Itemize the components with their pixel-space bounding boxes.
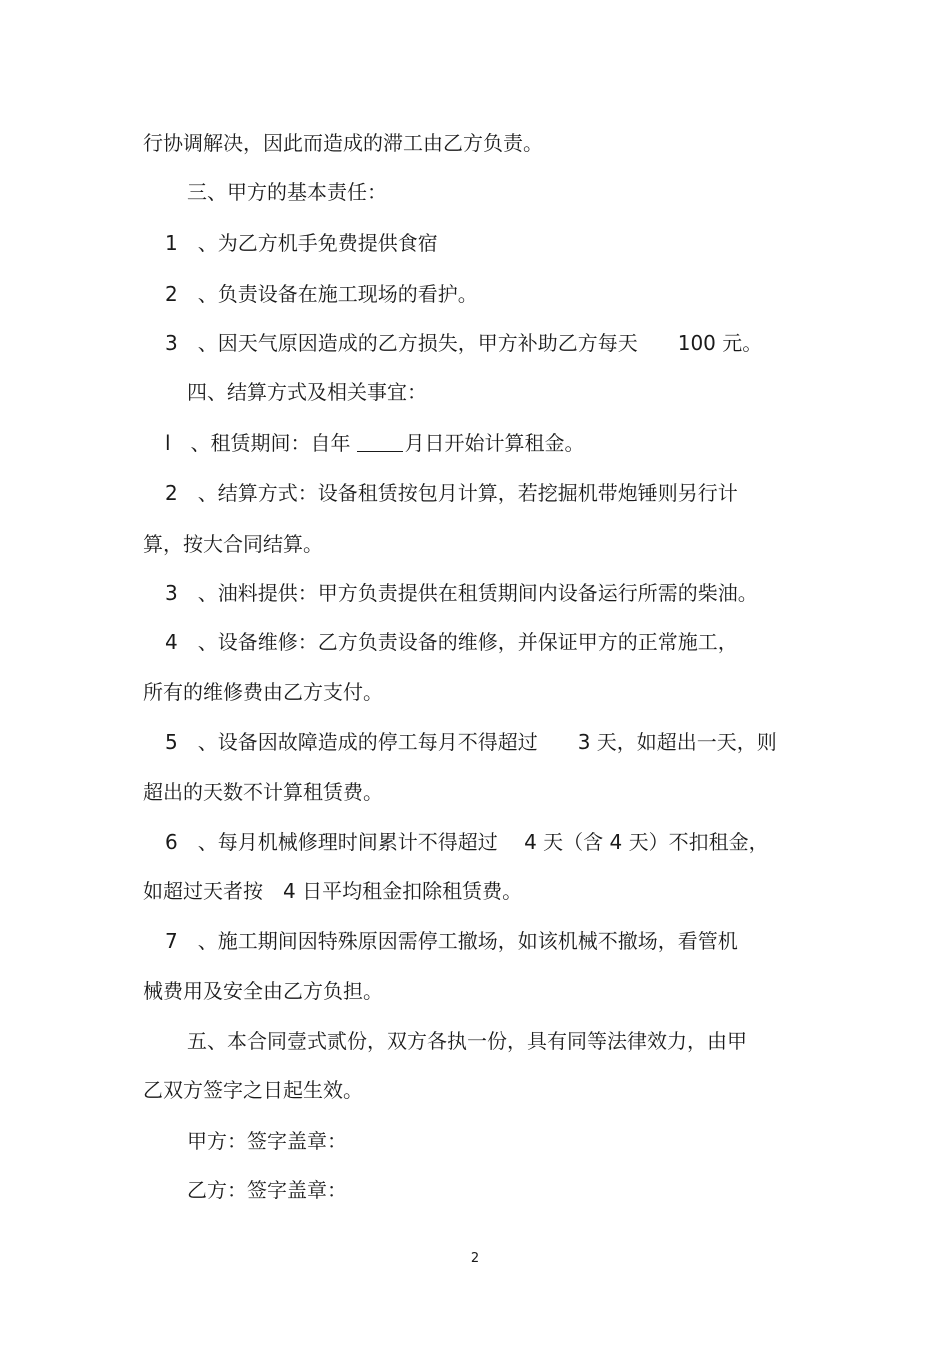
- list-item: [165, 429, 585, 457]
- section-heading: 三、甲方的基本责任：: [187, 180, 387, 204]
- text-line: 械费用及安全由乙方负担。: [143, 979, 383, 1003]
- section-heading: 五、本合同壹式贰份，双方各执一份，具有同等法律效力，由甲: [187, 1029, 747, 1053]
- text-line: 乙双方签字之日起生效。: [143, 1078, 363, 1102]
- signature-party-b: 乙方：签字盖章：: [187, 1178, 347, 1202]
- list-item: 3 、油料提供：甲方负责提供在租赁期间内设备运行所需的柴油。: [165, 581, 758, 605]
- list-item-text: l 、租赁期间：自年: [165, 431, 351, 455]
- list-item: 3 、因天气原因造成的乙方损失，甲方补助乙方每天 100 元。: [165, 331, 763, 355]
- list-item: 6 、每月机械修理时间累计不得超过 4 天（含 4 天）不扣租金，: [165, 830, 769, 854]
- list-item: 4 、设备维修：乙方负责设备的维修，并保证甲方的正常施工，: [165, 630, 738, 654]
- text-line: 行协调解决，因此而造成的滞工由乙方负责。: [143, 131, 543, 155]
- list-item: 2 、负责设备在施工现场的看护。: [165, 282, 478, 306]
- text-line: 所有的维修费由乙方支付。: [143, 680, 383, 704]
- page-number: 2: [470, 1251, 480, 1266]
- list-item-text: 月日开始计算租金。: [404, 431, 585, 455]
- text-line: 算，按大合同结算。: [143, 532, 323, 556]
- section-heading: 四、结算方式及相关事宜：: [187, 380, 427, 404]
- list-item: 1 、为乙方机手免费提供食宿: [165, 231, 438, 255]
- list-item: 7 、施工期间因特殊原因需停工撤场，如该机械不撤场，看管机: [165, 929, 738, 953]
- list-item: 2 、结算方式：设备租赁按包月计算，若挖掘机带炮锤则另行计: [165, 481, 738, 505]
- signature-party-a: 甲方：签字盖章：: [187, 1129, 347, 1153]
- text-line: 超出的天数不计算租赁费。: [143, 780, 383, 804]
- list-item: 5 、设备因故障造成的停工每月不得超过 3 天，如超出一天，则: [165, 730, 777, 754]
- blank-underline: [357, 433, 403, 452]
- text-line: 如超过天者按 4 日平均租金扣除租赁费。: [143, 879, 523, 903]
